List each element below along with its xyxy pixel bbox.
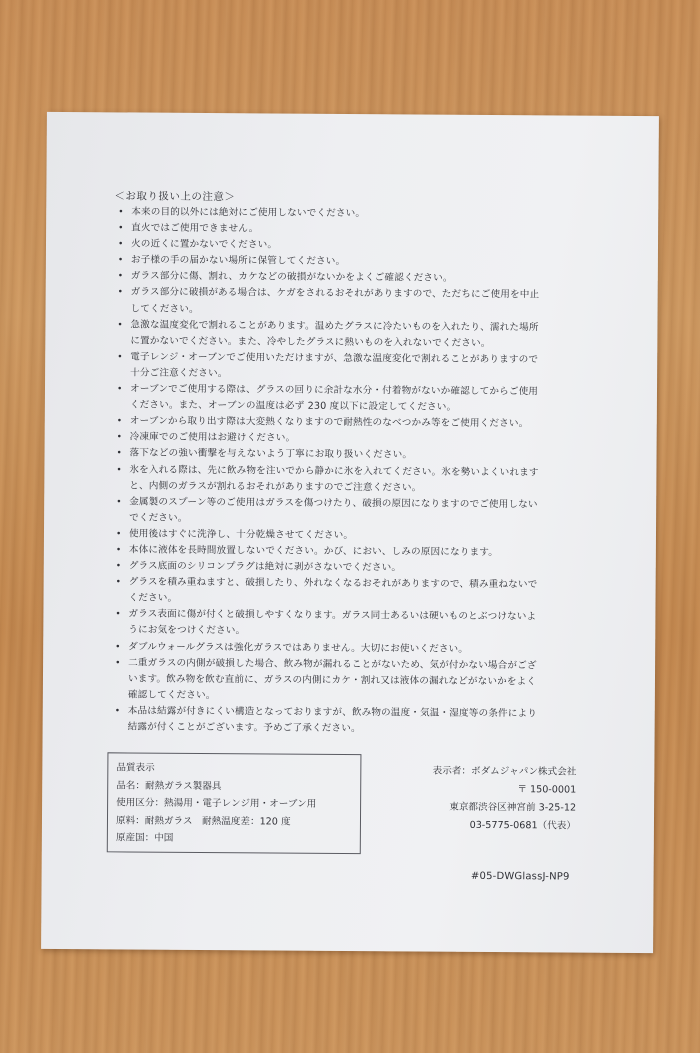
caution-item: • 本品は結露が付きにくい構造となっておりますが、飲み物の温度・気温・湿度等の条件により 結露が付くことがございます。予めご了承ください。 [115, 703, 595, 739]
caution-item: • 使用後はすぐに洗浄し、十分乾燥させてください。 [116, 526, 596, 545]
postal-code: 〒 150-0001 [517, 784, 577, 796]
caution-item: • お子様の手の届かない場所に保管してください。 [118, 253, 598, 272]
caution-item: • ガラス部分に傷、割れ、カケなどの破損がないかをよくご確認ください。 [118, 269, 598, 288]
address: 東京都渋谷区神宮前 3-25-12 [449, 801, 577, 814]
caution-item: • 金属製のスプーン等のご使用はガラスを傷つけたり、破損の原因になりますのでご使用しない でください。 [116, 494, 596, 530]
caution-item: • 二重ガラスの内側が破損した場合、飲み物が漏れることがないため、気が付かない場合がござ います。飲み物を飲む直前に、ガラスの内側にカケ・割れ又は液体の漏れなどがないかをよく 確認してください。 [115, 655, 595, 707]
quality-label-box [107, 752, 362, 854]
caution-item: • 冷凍庫でのご使用はお避けください。 [117, 430, 597, 449]
caution-item: • 電子レンジ・オーブンでご使用いただけますが、急激な温度変化で割れることがありますので 十分ご注意ください。 [117, 349, 597, 385]
caution-item: • 本来の目的以外には絶対にご使用しないでください。 [118, 204, 598, 223]
caution-item: • グラスを積み重ねますと、破損したり、外れなくなるおそれがありますので、積み重ねないで ください。 [115, 575, 595, 611]
caution-item: • オーブンから取り出す際は大変熱くなりますので耐熱性のなべつかみ等をご使用ください。 [117, 414, 597, 433]
instruction-sheet [41, 112, 659, 953]
caution-item: • 急激な温度変化で割れることがあります。温めたグラスに冷たいものを入れたり、濡れた場所 に置かないでください。また、冷やしたグラスに熱いものを入れないでください。 [117, 317, 597, 353]
country-of-origin: 原産国：中国 [115, 832, 174, 844]
caution-item: • 本体に液体を長時間放置しないでください。かび、におい、しみの原因になります。 [116, 542, 596, 561]
caution-item: • 落下などの強い衝撃を与えないよう丁寧にお取り扱いください。 [116, 446, 596, 465]
material-info: 原料：耐熱ガラス 耐熱温度差：120 度 [115, 814, 291, 828]
caution-item: • 氷を入れる際は、先に飲み物を注いでから静かに氷を入れてください。氷を勢いよくいれます と、内側のガラスが割れるおそれがありますのでご注意ください。 [116, 462, 596, 498]
caution-item: • 直火ではご使用できません。 [118, 220, 598, 239]
caution-list [115, 204, 599, 738]
document-code: #05-DWGlassJ-NP9 [470, 870, 570, 883]
product-name: 品名：耐熱ガラス製器具 [116, 779, 222, 792]
caution-item: • 火の近くに置かないでください。 [118, 237, 598, 256]
usage-category: 使用区分：熱湯用・電子レンジ用・オーブン用 [116, 797, 317, 810]
quality-label-title: 品質表示 [116, 762, 155, 774]
manufacturer-info [432, 763, 576, 836]
caution-item: • ダブルウォールグラスは強化ガラスではありません。大切にお使いください。 [115, 639, 595, 658]
caution-item: • オーブンでご使用する際は、グラスの回りに余計な水分・付着物がないか確認してからご使用 ください。また、オーブンの温度は必ず 230 度以下に設定してください。 [117, 381, 597, 417]
phone-number: 03-5775-0681（代表） [469, 819, 576, 832]
caution-item: • グラス底面のシリコンプラグは絶対に剥がさないでください。 [116, 558, 596, 577]
section-title: ＜お取り扱い上の注意＞ [114, 190, 236, 204]
caution-item: • ガラス表面に傷が付くと破損しやすくなります。ガラス同士あるいは硬いものとぶつけないよ うにお気をつけください。 [115, 607, 595, 643]
manufacturer-label: 表示者：ボダムジャパン株式会社 [432, 765, 577, 778]
caution-item: • ガラス部分に破損がある場合は、ケガをされるおそれがありますので、ただちにご使用を中止 してください。 [117, 285, 597, 321]
